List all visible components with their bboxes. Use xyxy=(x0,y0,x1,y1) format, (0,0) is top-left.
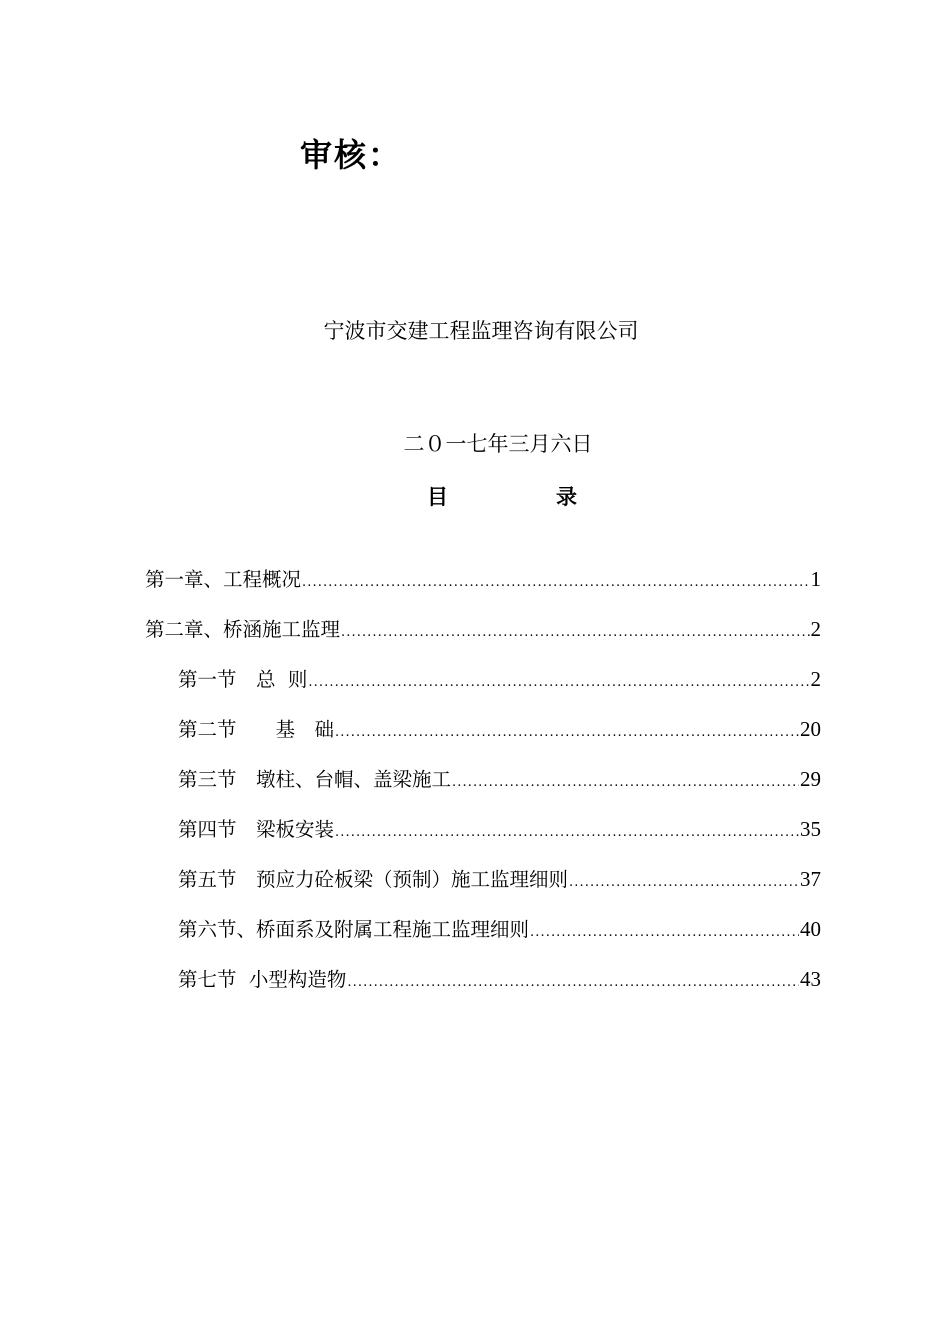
toc-entry-page: 2 xyxy=(810,667,821,691)
toc-dot-leader xyxy=(335,719,799,747)
toc-dot-leader xyxy=(341,619,809,647)
toc-dot-leader xyxy=(302,569,809,597)
toc-entry-page: 1 xyxy=(810,567,821,591)
toc-entry-label: 第二节 基 础 xyxy=(178,718,335,741)
toc-entry-chapter-1[interactable] xyxy=(145,565,821,615)
toc-dot-leader xyxy=(569,869,799,897)
toc-entry-label: 第四节 梁板安装 xyxy=(178,818,335,841)
toc-dot-leader xyxy=(335,819,799,847)
toc-dot-leader xyxy=(452,769,799,797)
review-label: 审核： xyxy=(300,136,403,174)
toc-entry-section-7[interactable] xyxy=(145,965,821,1015)
toc-dot-leader xyxy=(530,919,799,947)
table-of-contents xyxy=(145,565,821,1015)
document-date: 二０一七年三月六日 xyxy=(403,432,593,456)
toc-dot-leader xyxy=(347,969,799,997)
toc-entry-label: 第三节 墩柱、台帽、盖梁施工 xyxy=(178,768,452,791)
toc-title-left: 目 xyxy=(427,485,448,509)
toc-title-right: 录 xyxy=(556,485,577,509)
toc-entry-page: 2 xyxy=(810,617,821,641)
toc-entry-chapter-2[interactable] xyxy=(145,615,821,665)
toc-entry-page: 29 xyxy=(800,767,821,791)
toc-entry-page: 40 xyxy=(800,917,821,941)
toc-entry-section-2[interactable] xyxy=(145,715,821,765)
toc-entry-page: 35 xyxy=(800,817,821,841)
toc-entry-label: 第六节、桥面系及附属工程施工监理细则 xyxy=(178,918,530,941)
toc-entry-page: 43 xyxy=(800,967,821,991)
toc-entry-label: 第一章、工程概况 xyxy=(145,568,302,591)
toc-entry-section-1[interactable] xyxy=(145,665,821,715)
toc-entry-label: 第五节 预应力砼板梁（预制）施工监理细则 xyxy=(178,868,569,891)
toc-entry-page: 20 xyxy=(800,717,821,741)
toc-entry-section-5[interactable] xyxy=(145,865,821,915)
company-name: 宁波市交建工程监理咨询有限公司 xyxy=(323,319,639,343)
toc-entry-section-3[interactable] xyxy=(145,765,821,815)
toc-entry-label: 第一节 总 则 xyxy=(178,668,308,691)
toc-entry-page: 37 xyxy=(800,867,821,891)
toc-entry-label: 第七节 小型构造物 xyxy=(178,968,347,991)
toc-title xyxy=(427,481,577,511)
toc-entry-section-6[interactable] xyxy=(145,915,821,965)
toc-entry-label: 第二章、桥涵施工监理 xyxy=(145,618,341,641)
toc-entry-section-4[interactable] xyxy=(145,815,821,865)
toc-dot-leader xyxy=(308,669,809,697)
